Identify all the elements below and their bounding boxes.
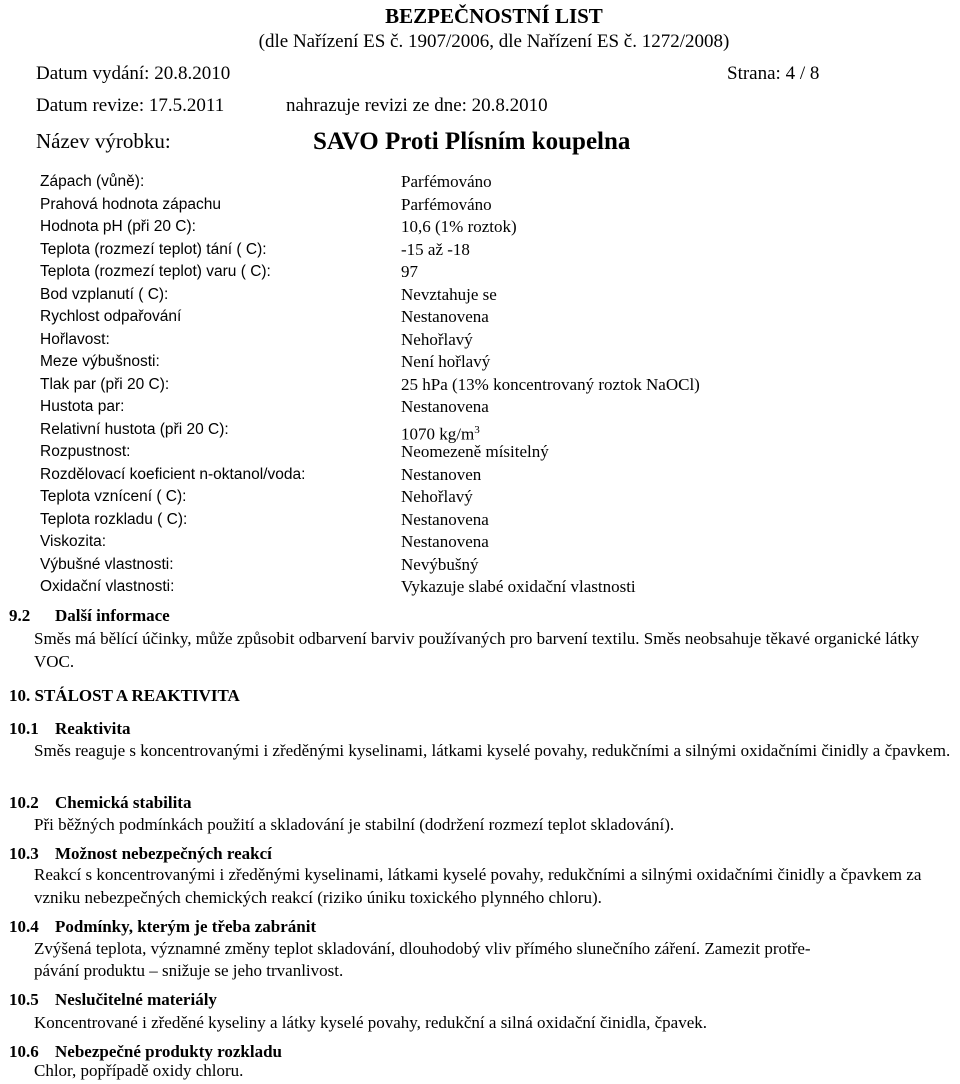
section-10-1-heading <box>9 718 131 740</box>
section-9-2-text: Směs má bělící účinky, může způsobit odbarvení barviv používaných pro barvení textilu. Směs neobsahuje těkavé organické látky VOC. <box>34 629 920 671</box>
section-title: Neslučitelné materiály <box>55 990 217 1009</box>
section-10-5-heading <box>9 989 217 1011</box>
property-value: Není hořlavý <box>401 352 491 371</box>
property-value: Nehořlavý <box>401 329 473 349</box>
section-number: 10.6 <box>9 1042 39 1061</box>
property-value: Parfémováno <box>401 172 492 191</box>
section-10-4-text-line-1: Zvýšená teplota, významné změny teplot skladování, dlouhodobý vliv přímého slunečního záření. Zamezit protře- <box>34 939 811 958</box>
property-label: Bod vzplanutí ( C): <box>40 285 169 303</box>
property-label: Teplota (rozmezí teplot) varu ( C): <box>40 263 271 280</box>
property-label: Oxidační vlastnosti: <box>40 578 175 595</box>
property-label: Viskozita: <box>40 533 107 550</box>
property-label: Hořlavost: <box>40 330 110 348</box>
property-value: 10,6 (1% roztok) <box>401 217 517 236</box>
document-title: BEZPEČNOSTNÍ LIST <box>385 4 603 28</box>
property-label: Teplota (rozmezí teplot) tání ( C): <box>40 240 267 258</box>
section-10-2-heading <box>9 792 191 814</box>
section-10-2-text: Při běžných podmínkách použití a skladování je stabilní (dodržení rozmezí teplot skladování). <box>34 815 675 834</box>
issue-date: Datum vydání: 20.8.2010 <box>36 63 231 84</box>
property-value: Vykazuje slabé oxidační vlastnosti <box>401 577 636 596</box>
section-10-3-heading <box>9 843 272 865</box>
section-10-4-text-line-2: pávání produktu – snižuje se jeho trvanlivost. <box>34 961 344 980</box>
section-number: 9.2 <box>9 606 31 625</box>
property-label: Relativní hustota (při 20 C): <box>40 420 229 438</box>
property-label: Teplota rozkladu ( C): <box>40 510 188 528</box>
property-value: Nehořlavý <box>401 487 473 506</box>
section-title: Možnost nebezpečných reakcí <box>55 844 272 863</box>
property-value: Nestanovena <box>401 307 489 326</box>
section-number: 10.3 <box>9 844 39 863</box>
property-value: Nestanovena <box>401 397 489 416</box>
section-9-2-heading <box>9 605 170 627</box>
section-10-3-text: Reakcí s koncentrovanými i zředěnými kyselinami, látkami kyselé povahy, redukčními a silnými oxidačními činidly a čpavkem za vzniku nebezpečných chemických reakcí (riziko úniku toxického plynného chloru). <box>34 865 922 907</box>
property-value: Nestanovena <box>401 509 489 529</box>
section-number: 10.5 <box>9 990 39 1009</box>
product-name: SAVO Proti Plísním koupelna <box>313 128 631 155</box>
property-label: Meze výbušnosti: <box>40 353 160 370</box>
property-label: Hustota par: <box>40 398 125 415</box>
property-label: Tlak par (při 20 C): <box>40 375 170 393</box>
replaces-revision: nahrazuje revizi ze dne: 20.8.2010 <box>286 95 548 116</box>
revision-date: Datum revize: 17.5.2011 <box>36 95 225 116</box>
product-label: Název výrobku: <box>36 129 171 153</box>
property-label: Zápach (vůně): <box>40 173 145 190</box>
section-number: 10.2 <box>9 793 39 812</box>
property-value: Nevýbušný <box>401 554 479 574</box>
section-10-1-text: Směs reaguje s koncentrovanými i zředěnými kyselinami, látkami kyselé povahy, redukčními a silnými oxidačními činidly a čpavkem. <box>34 741 951 760</box>
property-value: 25 hPa (13% koncentrovaný roztok NaOCl) <box>401 374 700 394</box>
section-title: Reaktivita <box>55 719 131 738</box>
superscript: 3 <box>474 423 480 436</box>
section-title: Další informace <box>55 606 170 625</box>
property-label: Výbušné vlastnosti: <box>40 555 174 573</box>
property-value: Neomezeně mísitelný <box>401 442 549 461</box>
section-number: 10.1 <box>9 719 39 738</box>
property-value: Nevztahuje se <box>401 284 497 304</box>
property-label: Teplota vznícení ( C): <box>40 488 187 505</box>
property-value: Nestanoven <box>401 464 482 484</box>
section-10-6-text: Chlor, popřípadě oxidy chloru. <box>34 1061 244 1080</box>
document-subtitle: (dle Nařízení ES č. 1907/2006, dle Nařízení ES č. 1272/2008) <box>258 31 730 52</box>
property-label: Prahová hodnota zápachu <box>40 195 221 213</box>
section-10-4-heading <box>9 916 316 938</box>
property-value: -15 až -18 <box>401 239 470 259</box>
property-label: Rychlost odpařování <box>40 308 182 325</box>
property-value: 97 <box>401 262 418 281</box>
property-label: Rozpustnost: <box>40 443 131 460</box>
section-title: Nebezpečné produkty rozkladu <box>55 1042 283 1061</box>
section-title: Podmínky, kterým je třeba zabránit <box>55 917 317 936</box>
property-value: Parfémováno <box>401 194 492 214</box>
page-number: Strana: 4 / 8 <box>727 63 820 84</box>
section-10-5-text: Koncentrované i zředěné kyseliny a látky kyselé povahy, redukční a silná oxidační činidla, čpavek. <box>34 1013 707 1032</box>
property-value: Nestanovena <box>401 532 489 551</box>
section-10-heading: 10. STÁLOST A REAKTIVITA <box>9 686 240 705</box>
property-label: Hodnota pH (při 20 C): <box>40 218 196 235</box>
section-number: 10.4 <box>9 917 39 936</box>
section-title: Chemická stabilita <box>55 793 192 812</box>
property-label: Rozdělovací koeficient n-oktanol/voda: <box>40 465 306 483</box>
property-value-text: 1070 kg/m <box>401 424 475 444</box>
